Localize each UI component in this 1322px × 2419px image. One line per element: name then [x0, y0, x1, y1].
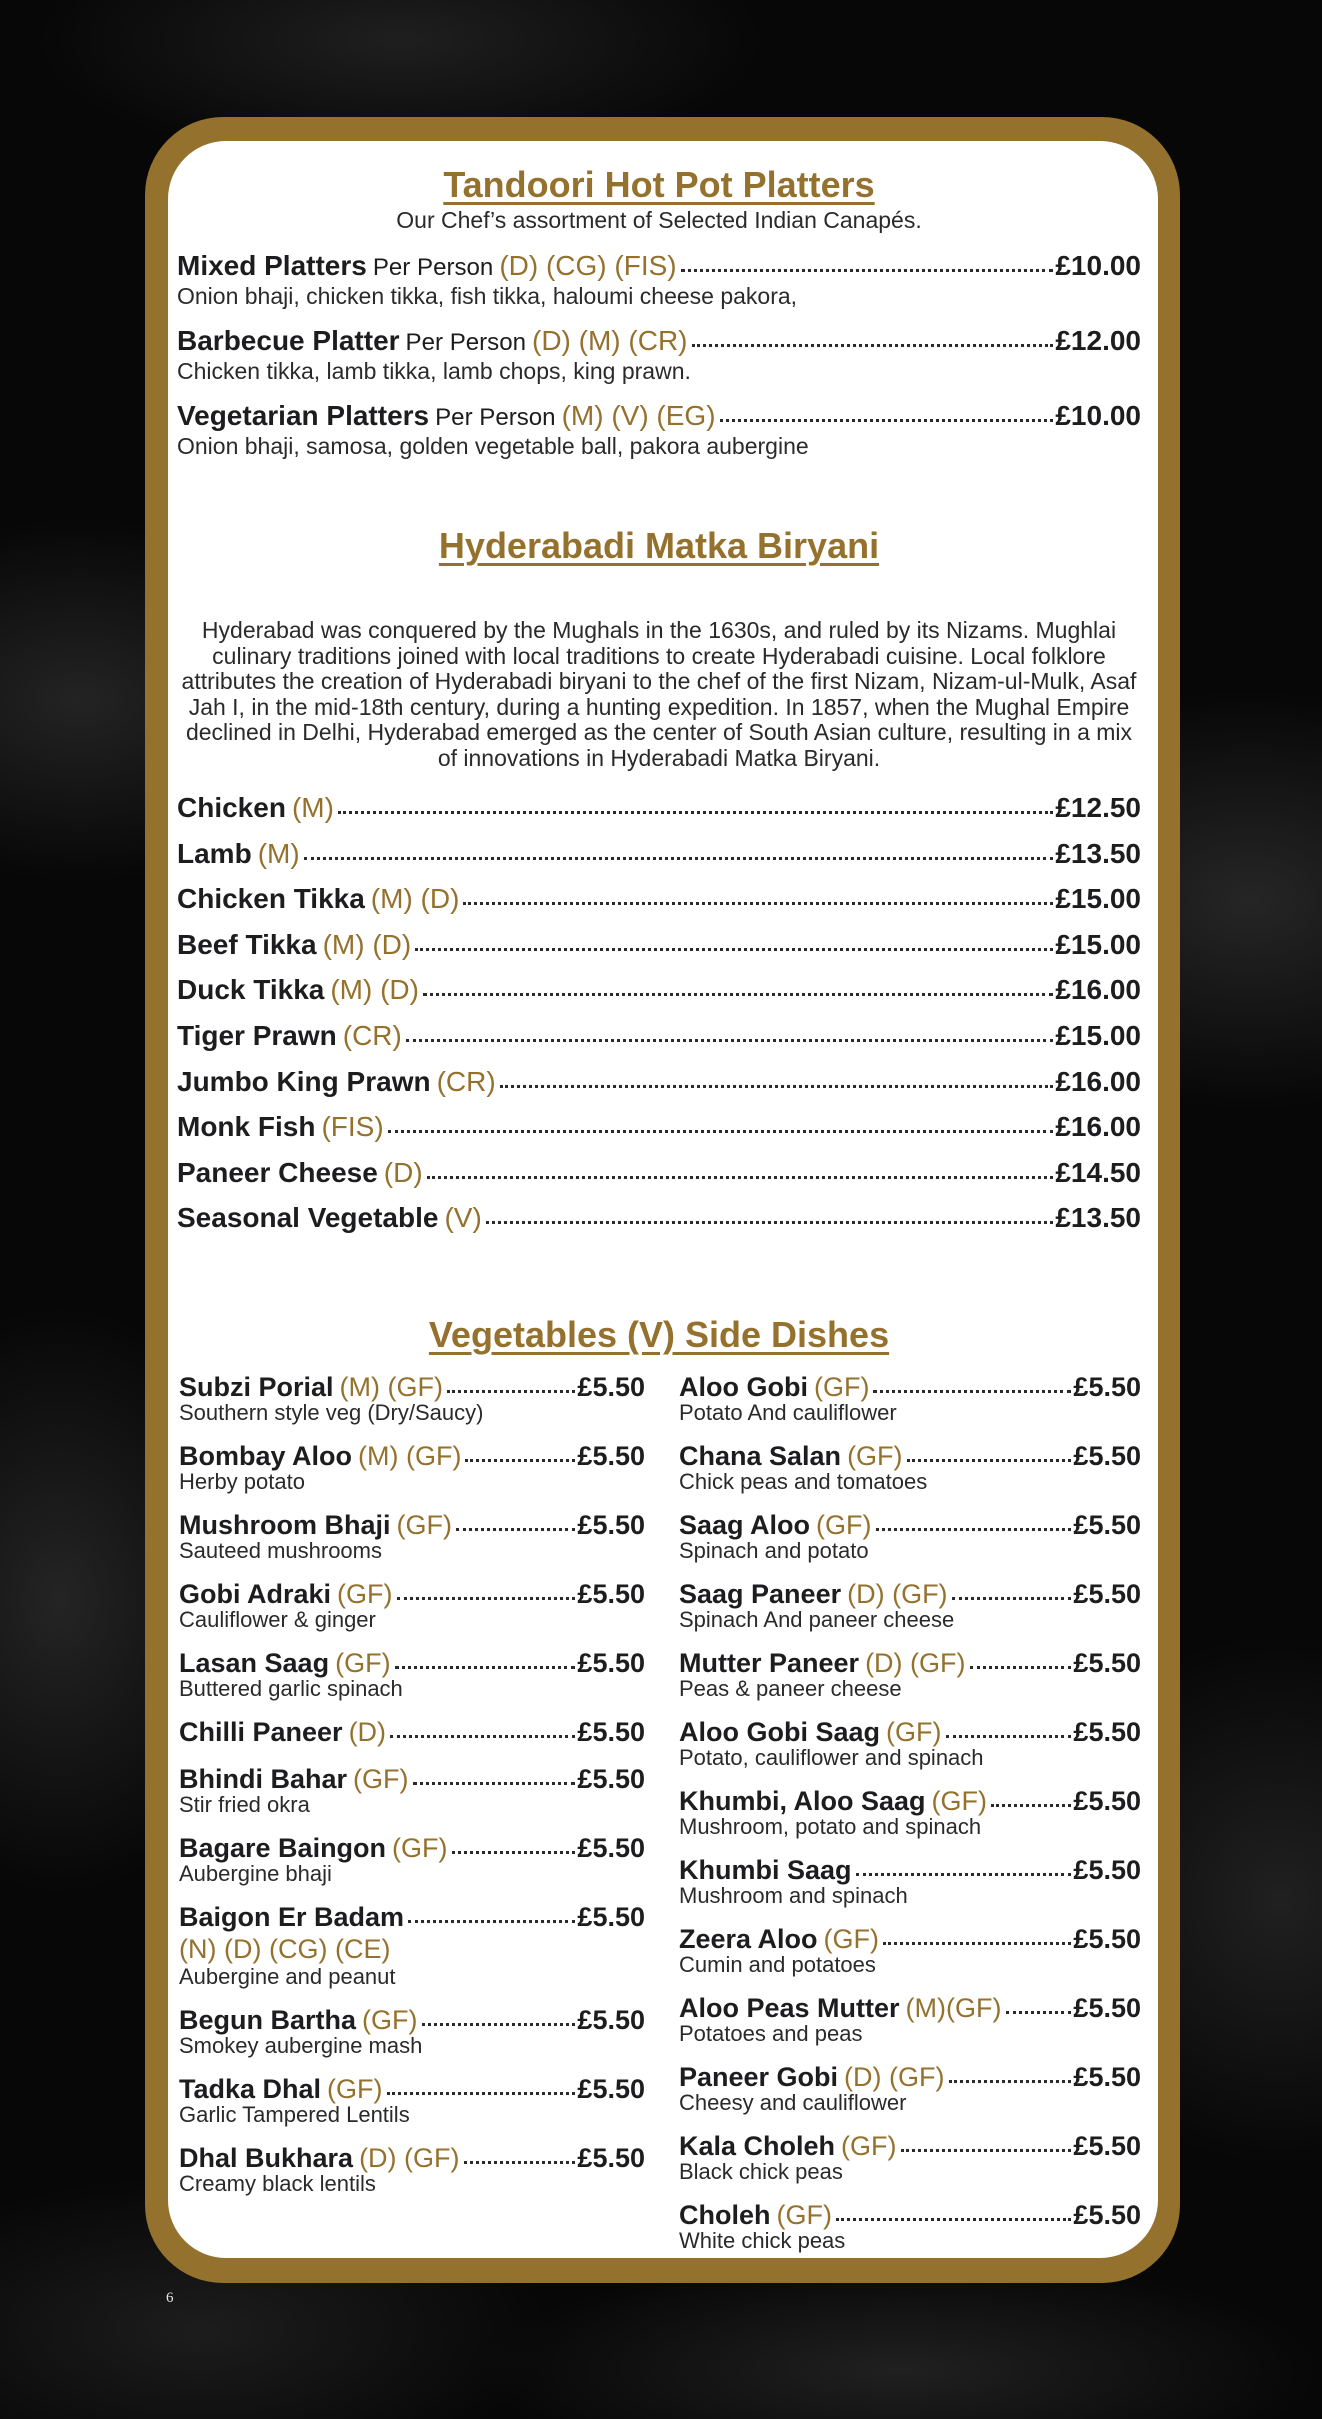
dot-leader — [876, 1507, 1072, 1534]
vegetable-item — [679, 1852, 1141, 1907]
biryani-item — [177, 967, 1141, 1013]
vegetable-item — [179, 1369, 645, 1424]
item-price: £5.50 — [577, 1440, 645, 1471]
dot-leader — [415, 926, 1053, 954]
item-name: Lamb — [177, 837, 252, 869]
vegetable-item — [179, 1507, 645, 1562]
dot-leader — [406, 1017, 1054, 1045]
allergen-tags: (M) (D) — [330, 974, 419, 1006]
item-price: £5.50 — [577, 1509, 645, 1540]
platter-item — [177, 322, 1141, 383]
vegetable-row — [179, 2002, 645, 2035]
item-name: Lasan Saag — [179, 1647, 330, 1678]
item-description: Peas & paneer cheese — [679, 1675, 902, 1701]
vegetable-item — [679, 1783, 1141, 1838]
menu-content — [177, 141, 1141, 2266]
dot-leader — [970, 1645, 1072, 1672]
vegetable-item — [179, 2071, 645, 2126]
vegetable-item — [679, 1921, 1141, 1976]
vegetable-row — [179, 1899, 645, 1932]
allergen-tags: (M) (GF) — [358, 1440, 462, 1471]
dot-leader — [456, 1507, 575, 1534]
dot-leader — [486, 1199, 1054, 1227]
item-name: Kala Choleh — [679, 2130, 836, 2161]
platter-row — [177, 247, 1141, 284]
item-description: Chicken tikka, lamb tikka, lamb chops, king prawn. — [177, 358, 691, 384]
vegetable-item — [179, 1830, 645, 1885]
allergen-tags: (GF) — [335, 1647, 391, 1678]
vegetable-item — [679, 2059, 1141, 2114]
item-price: £12.00 — [1055, 325, 1141, 356]
platters-section — [177, 141, 1141, 458]
item-price: £5.50 — [577, 2004, 645, 2035]
item-name: Aloo Gobi Saag — [679, 1716, 881, 1747]
item-price: £5.50 — [1073, 1578, 1141, 1609]
item-price: £5.50 — [577, 1763, 645, 1794]
vegetable-row — [679, 1438, 1141, 1471]
dot-leader — [873, 1369, 1071, 1396]
allergen-tags: (CR) — [436, 1065, 496, 1097]
allergen-tags: (D) (GF) — [359, 2142, 460, 2173]
dot-leader — [681, 247, 1054, 275]
vegetable-row — [179, 1507, 645, 1540]
item-price: £14.50 — [1055, 1156, 1141, 1188]
allergen-tags: (M) — [291, 792, 334, 823]
dot-leader — [991, 1783, 1071, 1810]
allergen-tags: (GF) — [886, 1716, 942, 1747]
item-price: £13.50 — [1055, 837, 1141, 869]
item-price: £5.50 — [1073, 1371, 1141, 1402]
item-price: £16.00 — [1055, 1065, 1141, 1097]
item-name: Begun Bartha — [179, 2004, 357, 2035]
item-name: Barbecue Platter — [177, 325, 400, 356]
item-price: £5.50 — [577, 1716, 645, 1747]
allergen-tags: (D) (M) (CR) — [532, 325, 688, 356]
item-description: Spinach and potato — [679, 1537, 869, 1563]
vegetable-item — [179, 1645, 645, 1700]
allergen-tags: (GF) — [841, 2130, 897, 2161]
item-note: Per Person — [435, 404, 556, 431]
vegetable-row — [679, 2128, 1141, 2161]
item-name: Saag Paneer — [679, 1578, 842, 1609]
biryani-item — [177, 1150, 1141, 1196]
vegetable-item — [679, 1576, 1141, 1631]
item-price: £5.50 — [577, 2142, 645, 2173]
vegetable-row — [679, 1507, 1141, 1540]
platter-row — [177, 397, 1141, 434]
vegetable-row — [679, 1369, 1141, 1402]
item-name: Khumbi, Aloo Saag — [679, 1785, 926, 1816]
item-description: Spinach And paneer cheese — [679, 1606, 955, 1632]
item-name: Monk Fish — [177, 1111, 316, 1143]
vegetable-row — [179, 1576, 645, 1609]
vegetable-row — [679, 1852, 1141, 1885]
allergen-tags: (GF) — [823, 1923, 880, 1954]
item-description: Mushroom and spinach — [679, 1882, 908, 1908]
dot-leader — [856, 1852, 1072, 1879]
item-description: Potatoes and peas — [679, 2020, 863, 2046]
dot-leader — [901, 2128, 1072, 2155]
vegetables-grid — [177, 1369, 1141, 2266]
item-price: £16.00 — [1055, 974, 1141, 1006]
item-description: Smokey aubergine mash — [179, 2032, 423, 2058]
dot-leader — [413, 1761, 576, 1788]
item-price: £5.50 — [577, 1901, 645, 1932]
vegetable-row — [679, 2197, 1141, 2230]
vegetable-row — [679, 2059, 1141, 2092]
vegetables-left-column — [179, 1369, 645, 2266]
item-name: Tadka Dhal — [179, 2073, 322, 2104]
allergen-tags: (GF) — [776, 2199, 832, 2230]
allergen-tags: (GF) — [847, 1440, 903, 1471]
item-description: Buttered garlic spinach — [179, 1675, 403, 1701]
vegetable-item — [679, 1369, 1141, 1424]
dot-leader — [423, 971, 1053, 999]
item-name: Chicken — [177, 792, 286, 823]
item-price: £5.50 — [1073, 1509, 1141, 1540]
biryani-item — [177, 922, 1141, 968]
vegetable-row — [679, 1714, 1141, 1747]
allergen-tags: (GF) — [327, 2073, 383, 2104]
dot-leader — [1006, 1990, 1072, 2017]
vegetable-item — [179, 2140, 645, 2195]
allergen-tags: (FIS) — [321, 1111, 384, 1143]
item-name: Baigon Er Badam — [179, 1901, 405, 1932]
biryani-story: Hyderabad was conquered by the Mughals in the 1630s, and ruled by its Nizams. Mughlai culinary traditions joined with local traditions to create Hyderabadi cuisine. Local folklore attributes the creation of Hyderabadi biryani to the chef of the first Nizam, Nizam-ul-Mulk, Asaf Jah I, in the mid-18th century, during a hunting expedition. In 1857, when the Mughal Empire declined in Delhi, Hyderabad emerged as the center of South Asian culture, resulting in a mix of innovations in Hyderabadi Matka Biryani. — [181, 617, 1137, 771]
dot-leader — [452, 1830, 576, 1857]
biryani-item — [177, 831, 1141, 877]
item-name: Choleh — [679, 2199, 771, 2230]
item-name: Saag Aloo — [679, 1509, 811, 1540]
vegetable-item — [179, 1761, 645, 1816]
vegetable-row — [179, 2071, 645, 2104]
item-description: Garlic Tampered Lentils — [179, 2101, 410, 2127]
item-price: £5.50 — [1073, 1854, 1141, 1885]
item-price: £5.50 — [1073, 1647, 1141, 1678]
dot-leader — [408, 1899, 575, 1926]
vegetable-item — [179, 1714, 645, 1747]
item-name: Aloo Gobi — [679, 1371, 808, 1402]
item-name: Tiger Prawn — [177, 1019, 337, 1051]
dot-leader — [883, 1921, 1071, 1948]
biryani-item — [177, 1104, 1141, 1150]
dot-leader — [395, 1645, 576, 1672]
dot-leader — [836, 2197, 1071, 2224]
item-price: £5.50 — [1073, 1923, 1141, 1954]
allergen-tags: (D) — [348, 1716, 387, 1747]
item-description: Herby potato — [179, 1468, 305, 1494]
item-price: £5.50 — [1073, 1440, 1141, 1471]
vegetable-item — [679, 1645, 1141, 1700]
vegetables-section — [177, 1313, 1141, 2266]
item-price: £5.50 — [577, 1371, 645, 1402]
vegetable-row — [179, 1830, 645, 1863]
item-price: £13.50 — [1055, 1202, 1141, 1234]
item-name: Beef Tikka — [177, 928, 317, 960]
item-price: £5.50 — [1073, 2199, 1141, 2230]
vegetable-row — [179, 1645, 645, 1678]
dot-leader — [304, 835, 1054, 863]
platters-subtitle: Our Chef’s assortment of Selected Indian Canapés. — [396, 207, 922, 233]
item-name: Paneer Cheese — [177, 1156, 378, 1188]
item-name: Seasonal Vegetable — [177, 1202, 439, 1234]
item-price: £5.50 — [1073, 2130, 1141, 2161]
platter-item — [177, 247, 1141, 308]
item-description: Chick peas and tomatoes — [679, 1468, 928, 1494]
allergen-tags: (V) — [444, 1202, 482, 1234]
item-description: Potato And cauliflower — [679, 1399, 897, 1425]
item-price: £5.50 — [1073, 1992, 1141, 2023]
vegetable-row — [179, 1438, 645, 1471]
allergen-tags: (GF) — [813, 1371, 870, 1402]
dot-leader — [465, 1438, 575, 1465]
item-name: Chilli Paneer — [179, 1716, 343, 1747]
item-price: £16.00 — [1055, 1111, 1141, 1143]
item-description: Southern style veg (Dry/Saucy) — [179, 1399, 484, 1425]
dot-leader — [949, 2059, 1072, 2086]
item-description: Sauteed mushrooms — [179, 1537, 382, 1563]
item-price: £15.00 — [1055, 928, 1141, 960]
item-description: Aubergine bhaji — [179, 1860, 332, 1886]
item-name: Bombay Aloo — [179, 1440, 353, 1471]
biryani-title: Hyderabadi Matka Biryani — [438, 525, 880, 566]
dot-leader — [720, 397, 1054, 425]
page-number: 6 — [166, 2290, 174, 2306]
item-description: Cheesy and cauliflower — [679, 2089, 907, 2115]
dot-leader — [464, 2140, 576, 2167]
allergen-tags: (GF) — [353, 1763, 409, 1794]
platter-item — [177, 397, 1141, 458]
item-name: Mushroom Bhaji — [179, 1509, 391, 1540]
item-name: Jumbo King Prawn — [177, 1065, 431, 1097]
vegetable-item — [679, 1990, 1141, 2045]
allergen-tags: (GF) — [931, 1785, 987, 1816]
item-price: £15.00 — [1055, 1019, 1141, 1051]
item-description: White chick peas — [679, 2227, 846, 2253]
dot-leader — [427, 1154, 1054, 1182]
platter-row — [177, 322, 1141, 359]
allergen-tags: (M) (GF) — [339, 1371, 443, 1402]
item-price: £5.50 — [1073, 1716, 1141, 1747]
dot-leader — [387, 2071, 576, 2098]
vegetable-row — [679, 1576, 1141, 1609]
dot-leader — [500, 1063, 1054, 1091]
item-name: Mutter Paneer — [679, 1647, 860, 1678]
dot-leader — [338, 789, 1053, 817]
allergen-tags: (GF) — [816, 1509, 872, 1540]
vegetable-item — [179, 1438, 645, 1493]
dot-leader — [946, 1714, 1072, 1741]
dot-leader — [390, 1714, 575, 1741]
allergen-tags: (M)(GF) — [905, 1992, 1002, 2023]
dot-leader — [952, 1576, 1072, 1603]
item-description: Potato, cauliflower and spinach — [679, 1744, 984, 1770]
item-price: £15.00 — [1055, 883, 1141, 915]
item-name: Chana Salan — [679, 1440, 842, 1471]
dot-leader — [422, 2002, 576, 2029]
dot-leader — [692, 322, 1054, 350]
biryani-item — [177, 876, 1141, 922]
vegetable-item — [179, 2002, 645, 2057]
item-description: Onion bhaji, chicken tikka, fish tikka, haloumi cheese pakora, — [177, 283, 798, 309]
item-name: Zeera Aloo — [679, 1923, 818, 1954]
allergen-tags: (CR) — [342, 1019, 402, 1051]
allergen-tags: (D) (GF) — [865, 1647, 966, 1678]
item-description: Cumin and potatoes — [679, 1951, 876, 1977]
allergen-tags: (D) (GF) — [844, 2061, 945, 2092]
biryani-item — [177, 1013, 1141, 1059]
vegetables-title: Vegetables (V) Side Dishes — [428, 1313, 890, 1355]
item-price: £10.00 — [1055, 400, 1141, 431]
biryani-item — [177, 785, 1141, 831]
item-note: Per Person — [405, 329, 526, 356]
allergen-tags: (D) (CG) (FIS) — [499, 250, 677, 281]
item-name: Gobi Adraki — [179, 1578, 332, 1609]
item-name: Khumbi Saag — [679, 1854, 852, 1885]
dot-leader — [397, 1576, 576, 1603]
vegetables-right-column — [679, 1369, 1141, 2266]
biryani-item — [177, 1195, 1141, 1241]
allergen-tags: (M) (V) (EG) — [561, 400, 716, 431]
item-name: Chicken Tikka — [177, 883, 365, 915]
allergen-tags: (M) — [257, 837, 300, 869]
biryani-section — [177, 524, 1141, 1241]
vegetable-row — [679, 1990, 1141, 2023]
item-price: £5.50 — [577, 1832, 645, 1863]
vegetable-row — [679, 1783, 1141, 1816]
item-name: Subzi Porial — [179, 1371, 334, 1402]
allergen-tags: (GF) — [337, 1578, 393, 1609]
item-description: Stir fried okra — [179, 1791, 310, 1817]
allergen-tagline: (N) (D) (CG) (CE) — [179, 1933, 391, 1964]
allergen-tags: (GF) — [396, 1509, 452, 1540]
vegetable-item — [179, 1899, 645, 1988]
item-name: Bagare Baingon — [179, 1832, 387, 1863]
item-name: Bhindi Bahar — [179, 1763, 348, 1794]
item-note: Per Person — [372, 254, 494, 281]
item-name: Aloo Peas Mutter — [679, 1992, 900, 2023]
vegetable-row — [179, 1714, 645, 1747]
item-price: £5.50 — [577, 1578, 645, 1609]
vegetable-row — [679, 1645, 1141, 1678]
vegetable-item — [679, 2197, 1141, 2252]
dot-leader — [907, 1438, 1072, 1465]
vegetable-row — [679, 1921, 1141, 1954]
allergen-tags: (D) (GF) — [847, 1578, 948, 1609]
item-name: Paneer Gobi — [679, 2061, 839, 2092]
item-price: £10.00 — [1055, 250, 1141, 281]
allergen-tags: (D) — [383, 1156, 423, 1188]
item-description: Mushroom, potato and spinach — [679, 1813, 982, 1839]
vegetable-row — [179, 1369, 645, 1402]
item-price: £5.50 — [1073, 2061, 1141, 2092]
item-price: £12.50 — [1055, 792, 1141, 823]
allergen-tags: (M) (D) — [322, 928, 412, 960]
allergen-tags: (GF) — [362, 2004, 418, 2035]
vegetable-row — [179, 2140, 645, 2173]
platters-title: Tandoori Hot Pot Platters — [443, 164, 875, 205]
item-description: Cauliflower & ginger — [179, 1606, 376, 1632]
dot-leader — [447, 1369, 575, 1396]
allergen-tags: (M) (D) — [370, 883, 460, 915]
item-price: £5.50 — [1073, 1785, 1141, 1816]
item-description: Aubergine and peanut — [179, 1963, 396, 1989]
vegetable-item — [679, 2128, 1141, 2183]
dot-leader — [388, 1108, 1054, 1136]
vegetable-item — [179, 1576, 645, 1631]
dot-leader — [463, 880, 1053, 908]
item-description: Creamy black lentils — [179, 2170, 376, 2196]
biryani-list — [177, 785, 1141, 1241]
vegetable-item — [679, 1507, 1141, 1562]
item-price: £5.50 — [577, 1647, 645, 1678]
item-name: Vegetarian Platters — [177, 400, 430, 431]
vegetable-item — [679, 1714, 1141, 1769]
item-description: Black chick peas — [679, 2158, 843, 2184]
item-name: Mixed Platters — [177, 250, 367, 281]
vegetable-row — [179, 1761, 645, 1794]
item-description: Onion bhaji, samosa, golden vegetable ball, pakora aubergine — [177, 433, 809, 459]
platter-list — [177, 247, 1141, 458]
item-price: £5.50 — [577, 2073, 645, 2104]
item-name: Duck Tikka — [177, 974, 325, 1006]
allergen-tags: (GF) — [392, 1832, 448, 1863]
vegetable-item — [679, 1438, 1141, 1493]
biryani-item — [177, 1059, 1141, 1105]
item-name: Dhal Bukhara — [179, 2142, 354, 2173]
